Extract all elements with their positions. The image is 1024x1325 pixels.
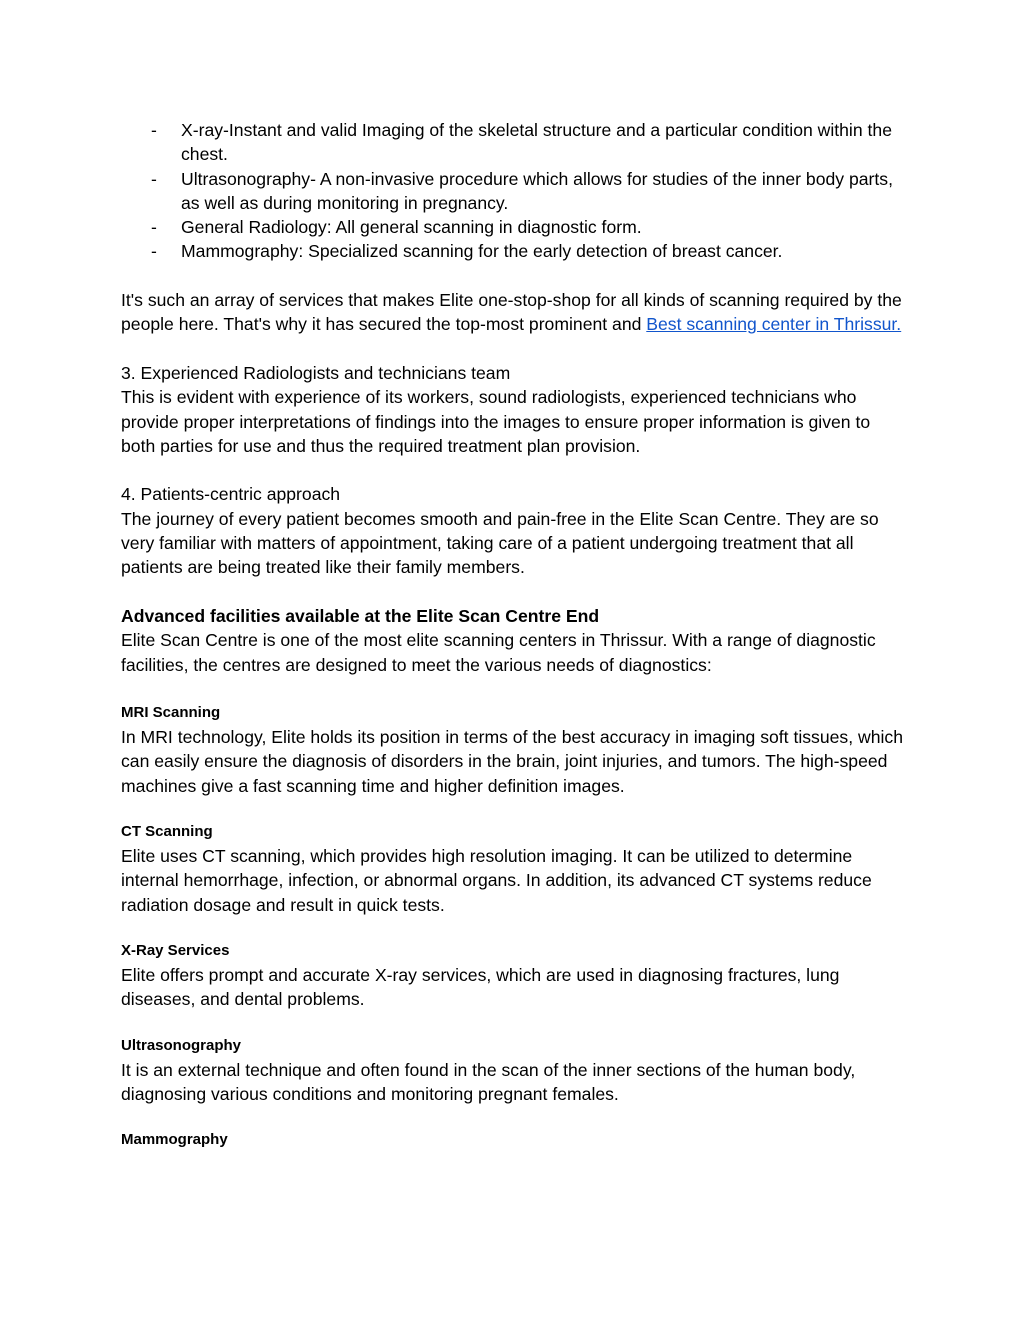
xray-body: Elite offers prompt and accurate X-ray services, which are used in diagnosing fractures, lung diseases, and dental problems. (121, 964, 840, 1010)
bullet-dash: - (151, 120, 157, 140)
bullet-item (121, 215, 903, 239)
xray-heading: X-Ray Services (121, 941, 230, 959)
mammography-heading: Mammography (121, 1131, 228, 1149)
services-paragraph-text: It's such an array of services that makes Elite one-stop-shop for all kinds of scanning required by the people here. That's why it has secured the top-most prominent and (121, 290, 902, 335)
ultrasonography-heading: Ultrasonography (121, 1036, 242, 1054)
mri-body: In MRI technology, Elite holds its position in terms of the best accuracy in imaging soft tissues, which can easily ensure the diagnosis of disorders in the brain, joint injuries, and tumors. The high-speed machines give a fast scanning time and higher definition images. (121, 727, 903, 796)
section3-title: 3. Experienced Radiologists and technicians team (121, 362, 511, 383)
bullet-dash: - (151, 241, 157, 262)
bullet-dash: - (151, 217, 157, 238)
section4-title: 4. Patients-centric approach (121, 484, 341, 505)
bullet-item (121, 239, 903, 263)
bullet-item (121, 118, 903, 167)
bullet-item (121, 167, 903, 216)
bullet-text: General Radiology: All general scanning in diagnostic form. (181, 217, 642, 238)
facilities-intro: Elite Scan Centre is one of the most elite scanning centers in Thrissur. With a range of diagnostic facilities, the centres are designed to meet the various needs of diagnostics: (121, 630, 876, 675)
bullet-text: Ultrasonography- A non-invasive procedure which allows for studies of the inner body parts, as well as during monitoring in pregnancy. (181, 168, 893, 213)
ultrasonography-body: It is an external technique and often found in the scan of the inner sections of the human body, diagnosing various conditions and monitoring pregnant females. (121, 1059, 856, 1104)
ct-heading: CT Scanning (121, 823, 213, 841)
section4-body: The journey of every patient becomes smooth and pain-free in the Elite Scan Centre. They are so very familiar with matters of appointment, taking care of a patient undergoing treatment that all patients are being treated like their family members. (121, 508, 879, 578)
document-page (121, 118, 903, 1152)
best-scanning-center-link[interactable]: Best scanning center in Thrissur. (646, 314, 902, 335)
bullet-text: Mammography: Specialized scanning for the early detection of breast cancer. (181, 241, 783, 262)
services-paragraph (121, 288, 903, 337)
services-bullet-list (121, 118, 903, 264)
bullet-dash: - (151, 168, 157, 189)
section3-body: This is evident with experience of its workers, sound radiologists, experienced technicians who provide proper interpretations of findings into the images to ensure proper information is given to both parties for use and thus the required treatment plan provision. (121, 387, 871, 456)
bullet-text: X-ray-Instant and valid Imaging of the skeletal structure and a particular condition within the chest. (181, 120, 892, 165)
facilities-heading: Advanced facilities available at the Elite Scan Centre End (121, 605, 600, 626)
ct-body: Elite uses CT scanning, which provides high resolution imaging. It can be utilized to determine internal hemorrhage, infection, or abnormal organs. In addition, its advanced CT systems reduce radiation dosage and result in quick tests. (121, 846, 872, 915)
mri-heading: MRI Scanning (121, 704, 221, 722)
